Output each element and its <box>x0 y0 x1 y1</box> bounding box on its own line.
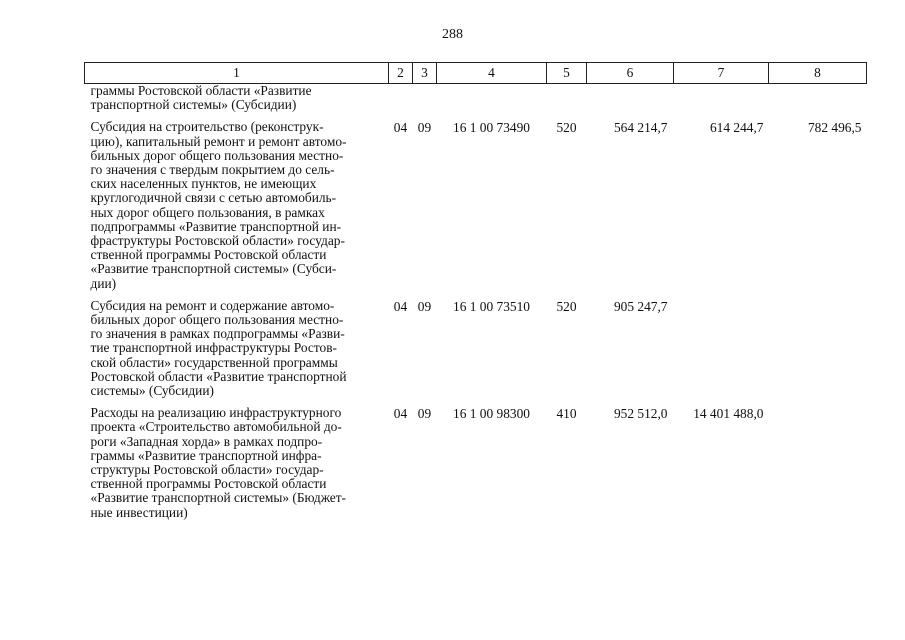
cell-amount-6 <box>587 84 674 121</box>
page-number: 288 <box>442 27 463 42</box>
description-line: Субсидия на ремонт и содержание автомо- <box>90 297 335 313</box>
description-line: транспортной системы» (Субсидии) <box>90 97 297 113</box>
col-header-3: 3 <box>413 63 437 84</box>
cell-section: 04 <box>393 298 408 314</box>
cell-amount-7 <box>674 84 769 121</box>
description-line: «Развитие транспортной системы» (Субси- <box>90 261 337 277</box>
col-header-4: 4 <box>437 63 547 84</box>
description-line: го значения с твердым покрытием до сель- <box>90 162 335 178</box>
cell-target-article: 16 1 00 73510 <box>453 298 530 314</box>
cell-target-article: 16 1 00 73490 <box>453 120 530 136</box>
cell-expense-type: 520 <box>556 298 577 314</box>
cell-amount-6: 905 247,7 <box>613 298 668 314</box>
cell-section <box>389 84 413 121</box>
cell-amount-6: 564 214,7 <box>613 120 668 136</box>
description-line: ственной программы Ростовской области <box>90 476 327 492</box>
description-line: Расходы на реализацию инфраструктурного <box>90 405 342 421</box>
description-line: проекта «Строительство автомобильной до- <box>90 419 342 435</box>
description-line: цию), капитальный ремонт и ремонт автомо- <box>90 133 347 149</box>
cell-subsection: 09 <box>417 406 432 422</box>
description-line: ской области» государственной программы <box>90 354 338 370</box>
description-line: подпрограммы «Развитие транспортной ин- <box>90 218 342 234</box>
cell-amount-8 <box>769 406 867 528</box>
cell-amount-6: 952 512,0 <box>613 406 668 422</box>
cell-subsection: 09 <box>417 120 432 136</box>
table-row <box>85 120 867 298</box>
description-line: фраструктуры Ростовской области» государ- <box>90 233 345 249</box>
cell-amount-8: 782 496,5 <box>807 120 862 136</box>
cell-subsection <box>413 84 437 121</box>
description-line: граммы «Развитие транспортной инфра- <box>90 447 322 463</box>
description-line: граммы Ростовской области «Развитие <box>90 83 312 98</box>
table-row <box>85 299 867 406</box>
col-header-1: 1 <box>85 63 389 84</box>
description-line: тие транспортной инфраструктуры Ростов- <box>90 340 337 356</box>
budget-table <box>84 62 867 528</box>
description-line: бильных дорог общего пользования местно- <box>90 147 344 163</box>
cell-section: 04 <box>393 406 408 422</box>
cell-amount-7 <box>674 299 769 406</box>
description-line: роги «Западная хорда» в рамках подпро- <box>90 433 323 449</box>
col-header-7: 7 <box>674 63 769 84</box>
cell-section: 04 <box>393 120 408 136</box>
description-line: бильных дорог общего пользования местно- <box>90 312 344 328</box>
description-line: ные инвестиции) <box>90 504 188 520</box>
cell-amount-7: 14 401 488,0 <box>693 406 764 422</box>
col-header-8: 8 <box>769 63 867 84</box>
description-line: круглогодичной связи с сетью автомобиль- <box>90 190 337 206</box>
header-row <box>85 63 867 84</box>
cell-subsection: 09 <box>417 298 432 314</box>
cell-expense-type: 520 <box>556 120 577 136</box>
description-line: структуры Ростовской области» государ- <box>90 462 324 478</box>
cell-amount-8 <box>769 84 867 121</box>
description-line: ских населенных пунктов, не имеющих <box>90 176 317 192</box>
col-header-6: 6 <box>587 63 674 84</box>
cell-target-article: 16 1 00 98300 <box>453 406 530 422</box>
row-description <box>85 84 389 121</box>
cell-expense-type <box>547 84 587 121</box>
row-description <box>85 120 389 298</box>
description-line: системы» (Субсидии) <box>90 383 214 399</box>
description-line: дии) <box>90 275 117 291</box>
cell-amount-7: 614 244,7 <box>709 120 764 136</box>
cell-expense-type: 410 <box>556 406 577 422</box>
row-description <box>85 299 389 406</box>
cell-amount-8 <box>769 299 867 406</box>
description-line: Ростовской области «Развитие транспортной <box>90 368 347 384</box>
col-header-2: 2 <box>389 63 413 84</box>
col-header-5: 5 <box>547 63 587 84</box>
description-line: го значения в рамках подпрограммы «Разви- <box>90 326 345 342</box>
cell-target-article <box>437 84 547 121</box>
row-description <box>85 406 389 528</box>
description-line: Субсидия на строительство (реконструк- <box>90 119 324 135</box>
table-row <box>85 406 867 528</box>
description-line: «Развитие транспортной системы» (Бюджет- <box>90 490 347 506</box>
description-line: ственной программы Ростовской области <box>90 247 327 263</box>
table-row <box>85 84 867 121</box>
description-line: ных дорог общего пользования, в рамках <box>90 204 325 220</box>
